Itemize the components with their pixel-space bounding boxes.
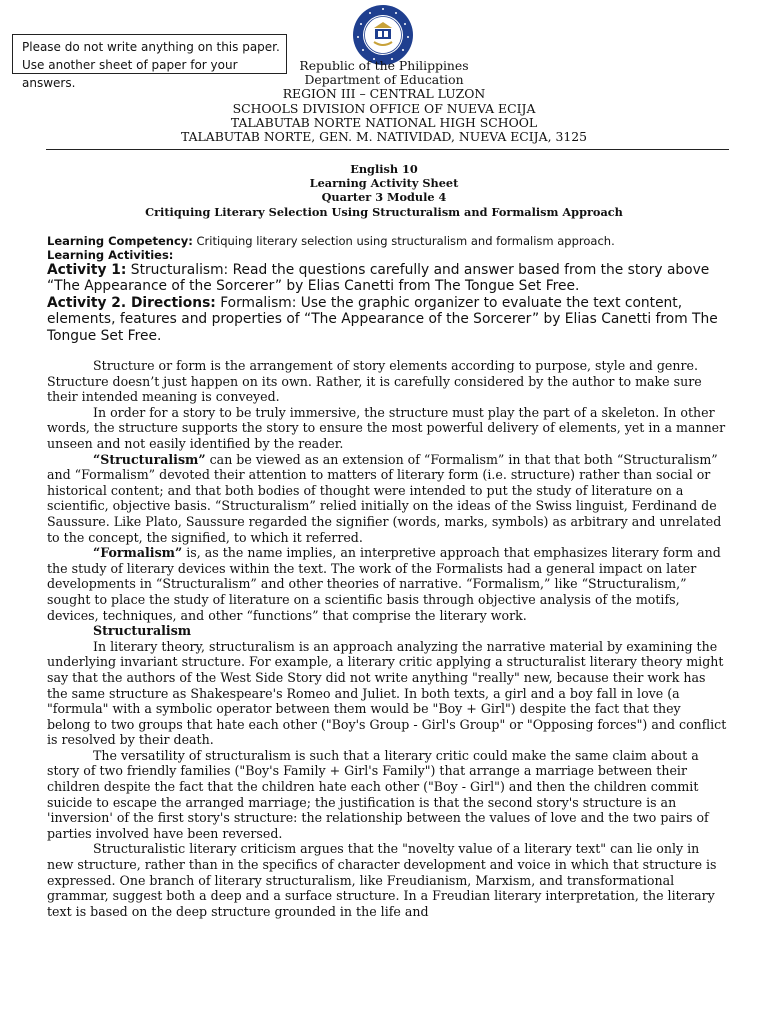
structuralism-term: “Structuralism” (93, 451, 206, 467)
document-body (47, 234, 727, 919)
paragraph-structuralism-def (47, 452, 727, 546)
activity-1-label: Activity 1: (47, 262, 127, 278)
header-region: REGION III – CENTRAL LUZON (282, 86, 486, 101)
header-divider (46, 149, 729, 150)
header-division: SCHOOLS DIVISION OFFICE OF NUEVA ECIJA (232, 101, 536, 116)
document-titles (0, 162, 768, 219)
quarter-title: Quarter 3 Module 4 (321, 190, 447, 205)
activity-1-text: Structuralism: Read the questions carefully and answer based from the story above “The Appearance of the Sorcerer” by Elias Canetti from The Tongue Set Free. (47, 262, 710, 295)
header-address: TALABUTAB NORTE, GEN. M. NATIVIDAD, NUEVA ECIJA, 3125 (180, 129, 587, 144)
formalism-def-text: is, as the name implies, an interpretive approach that emphasizes literary form and the study of literary devices within the text. The work of the Formalists had a general impact on later developments in “Structuralism” and other theories of narrative. “Formalism,” like “Structuralism,” sought to place the study of literature on a scientific basis through objective analysis of the motifs, devices, techniques, and other “functions” that comprise the literary work. (47, 545, 721, 623)
activity-2 (47, 295, 727, 344)
header-republic: Republic of the Philippines (299, 58, 469, 73)
activity-2-text: Formalism: Use the graphic organizer to evaluate the text content, elements, features and properties of “The Appearance of the Sorcerer” by Elias Canetti from The Tongue Set Free. (47, 294, 718, 344)
competency-text: Critiquing literary selection using structuralism and formalism approach. (192, 234, 615, 248)
notice-line-2: Use another sheet of paper for your answers. (22, 58, 238, 90)
subject-title: English 10 (350, 162, 418, 176)
formalism-term: “Formalism” (93, 545, 183, 561)
paragraph-formalism-def (47, 545, 727, 623)
deped-seal-logo (352, 4, 414, 66)
sheet-title: Learning Activity Sheet (309, 176, 459, 191)
paragraph-criticism: Structuralistic literary criticism argues that the "novelty value of a literary text" can lie only in new structure, rather than in the specifics of character development and voice in which that structure is expressed. One branch of literary structuralism, like Freudianism, Marxism, and transformational grammar, suggest both a deep and a surface structure. In a Freudian literary interpretation, the literary text is based on the deep structure grounded in the life and (47, 841, 717, 919)
notice-line-1: Please do not write anything on this paper. (22, 40, 280, 54)
paragraph-immersive: In order for a story to be truly immersive, the structure must play the part of a skeleton. In other words, the structure supports the story to ensure the most powerful delivery of elements, yet in a manner unseen and not easily identified by the reader. (47, 404, 726, 451)
topic-title: Critiquing Literary Selection Using Structuralism and Formalism Approach (145, 204, 623, 219)
competency-label: Learning Competency: (47, 234, 193, 248)
learning-competency (47, 234, 727, 248)
paragraph-literary-theory: In literary theory, structuralism is an approach analyzing the narrative material by examining the underlying invariant structure. For example, a literary critic applying a structuralist literary theory might say that the authors of the West Side Story did not write anything "really" new, because their work has the same structure as Shakespeare's Romeo and Juliet. In both texts, a girl and a boy fall in love (a "formula" with a symbolic operator between them would be "Boy + Girl") despite the fact that they belong to two groups that hate each other ("Boy's Group - Girl's Group" or "Opposing forces") and conflict is resolved by their death. (47, 638, 727, 748)
activity-2-label: Activity 2. Directions: (47, 294, 216, 311)
paragraph-structure: Structure or form is the arrangement of story elements according to purpose, style and genre. Structure doesn’t just happen on its own. Rather, it is carefully considered by the author to make sure their intended meaning is conveyed. (47, 358, 702, 405)
activity-1 (47, 262, 727, 295)
structuralism-heading: Structuralism (93, 623, 192, 639)
learning-activities-label: Learning Activities: (47, 248, 174, 262)
paragraph-versatility: The versatility of structuralism is such that a literary critic could make the same claim about a story of two friendly families ("Boy's Family + Girl's Family") that arrange a marriage between their children despite the fact that the children hate each other ("Boy - Girl") and then the children commit suicide to escape the arranged marriage; the justification is that the second story's structure is an 'inversion' of the first story's structure: the relationship between the values of love and the two pairs of parties involved have been reversed. (47, 747, 709, 841)
header-school: TALABUTAB NORTE NATIONAL HIGH SCHOOL (230, 115, 538, 130)
structuralism-def-text: can be viewed as an extension of “Formalism” in that that both “Structuralism” and “Formalism” devoted their attention to matters of literary form (i.e. structure) rather than social or historical content; and that both bodies of thought were intended to put the study of literature on a scientific, objective basis. “Structuralism” relied initially on the ideas of the Swiss linguist, Ferdinand de Saussure. Like Plato, Saussure regarded the signifier (words, marks, symbols) as arbitrary and unrelated to the concept, the signified, to which it referred. (47, 451, 722, 545)
header-department: Department of Education (304, 72, 464, 87)
